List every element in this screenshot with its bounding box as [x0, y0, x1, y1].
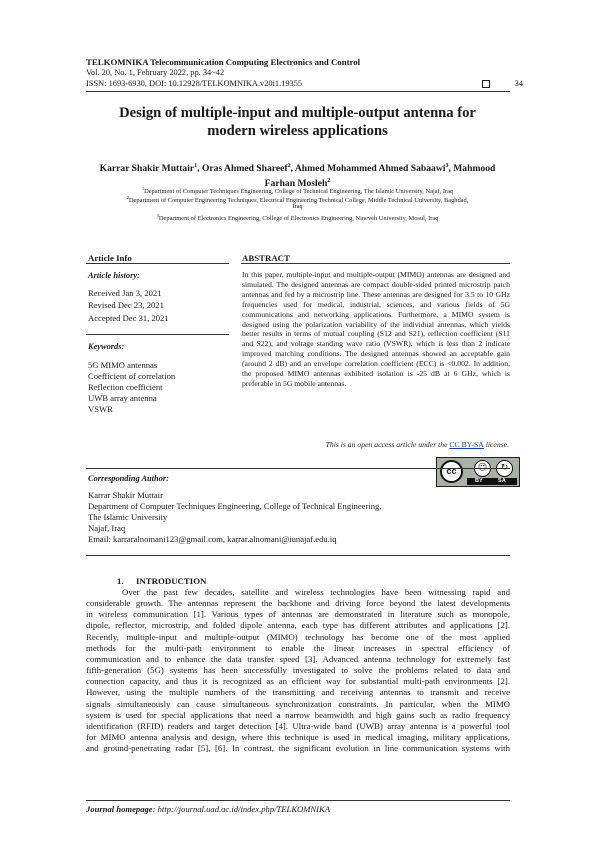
author-affiliation-mark: 3: [445, 163, 449, 169]
article-info-heading: Article Info: [88, 253, 132, 263]
corresponding-department: Department of Computer Techniques Engineering, College of Technical Engineering,: [88, 501, 382, 511]
license-text: This is an open access article under the: [325, 440, 450, 449]
author-name-part: Mahmood: [453, 163, 496, 175]
affiliation-mark: 3: [156, 213, 159, 218]
attribution-person-icon: ☺: [474, 460, 491, 477]
license-text-end: license.: [483, 440, 509, 449]
body-line: in wireless communication [1]. Various types of antennas are demonstrated in literature such as monopole,: [86, 609, 510, 620]
body-line: communication and to enhance the data transfer speed [3]. Advanced antenna technology for extremely fast: [86, 653, 510, 664]
body-line: Over the past few decades, satellite and wireless technologies have been witnessing rapid and: [122, 587, 510, 597]
revised-date: Revised Dec 23, 2021: [88, 300, 164, 310]
body-line: identification (RFID) readers and target detection [4]. Ultra-wide band (UWB) array antenna is a powerful tool: [86, 720, 510, 731]
body-line: for MIMO antenna analysis and design, where this technique is used in medical imaging, military applications,: [86, 732, 510, 743]
author-affiliation-mark: 1: [194, 163, 198, 169]
cc-by-sa-badge[interactable]: [436, 457, 520, 487]
author-name-part: Farhan Mosleh: [264, 178, 328, 190]
journal-homepage-url: : http://journal.uad.ac.id/index.php/TELKOMNIKA: [152, 804, 330, 814]
corresponding-city: Najaf, Iraq: [88, 523, 126, 533]
keywords-label: Keywords:: [88, 342, 125, 351]
abstract-heading: ABSTRACT: [242, 253, 290, 263]
body-line: system is used for special applications that need a narrow beamwidth and high gains such as radio frequency: [86, 709, 510, 720]
creative-commons-icon: cc: [440, 460, 463, 483]
section-heading: INTRODUCTION: [136, 576, 207, 586]
share-alike-icon: ↻: [496, 460, 513, 477]
affiliation-text: Department of Electronics Engineering, College of Electronics Engineering, Nineveh University, Mosul, Iraq: [158, 215, 439, 223]
paper-title-line-1: Design of multiple-input and multiple-output antenna for: [119, 105, 476, 121]
article-history-label: Article history:: [88, 271, 140, 280]
author-name: Oras Ahmed Shareef: [201, 163, 288, 175]
author-list: Karrar Shakir Muttair$^1$, Oras Ahmed Shareef$^2$, Ahmed Mohammed Ahmed Sabaawi$^3$, Mahmood Farhan Mosleh$^2$: [99, 163, 496, 190]
body-line: signals simultaneously can cause simultaneous synchronization constraints. In particular, when the MIMO: [86, 698, 510, 709]
keyword-item: Reflection coefficient: [88, 382, 163, 392]
body-line: considerable growth. The antennas represent the backbone and driving force beyond the latest developments: [86, 598, 510, 609]
abstract-body: In this paper, multiple-input and multiple-output (MIMO) antennas are designed and simulated. The designed antennas are compact double-sided printed microstrip patch antennas and fed by a microstrip line. These antennas are designed for 3.5 to 10 GHz frequencies used for medical, industrial, sciences, and various fields of 5G communications and networking applications. Furthermore, a MIMO system is designed using the polarization variability of the individual antennas, which yields better results in terms of mutual coupling (S12 and S21), reflection coefficient (S11 and S22), and voltage standing wave ratio (VSWR), which is less than 2 indicate improved matching conditions. The designed antennas showed an acceptable gain (around 2 dB) and an envelope correlation coefficient (ECC) is <0.002. In addition, the proposed MIMO antennas exhibited isolation is -25 dB at 6 GHz, which is preferable in 5G mobile antennas.: [242, 270, 510, 388]
corresponding-name: Karrar Shakir Muttair: [88, 490, 163, 500]
page-number: 34: [514, 79, 523, 88]
body-line: methods for the multi-path environment to enable the linear increases in spectral efficiency of: [86, 642, 510, 653]
square-bullet-icon: [482, 80, 490, 88]
cc-by-label: BY: [475, 478, 483, 484]
body-line: and ground-penetrating radar [5], [6]. In contrast, the significant evolution in line communication systems with: [86, 743, 510, 754]
paper-title-line-2: modern wireless applications: [207, 123, 388, 139]
keyword-item: 5G MIMO antennas: [88, 360, 158, 370]
received-date: Received Jan 3, 2021: [88, 288, 162, 298]
corresponding-top-rule: [86, 468, 510, 469]
license-statement: [326, 440, 509, 449]
body-line: fifth-generation (5G) systems has been successfully investigated to solve the problems related to data and: [86, 665, 510, 676]
accepted-date: Accepted Dec 31, 2021: [88, 313, 169, 323]
body-line: dipole, reflector, microstrip, and folded dipole antenna, each type has different attributes and applications [2].: [86, 620, 510, 631]
affiliation-text: Department of Computer Techniques Engineering, College of Technical Engineering, The Islamic University, Najaf, Iraq: [144, 188, 454, 196]
keyword-item: UWB array antenna: [88, 393, 157, 403]
journal-issn-doi: ISSN: 1693-6930, DOI: 10.12928/TELKOMNIKA.v20i1.19355: [86, 79, 303, 88]
cc-sa-label: SA: [498, 478, 506, 484]
keyword-list: [88, 360, 175, 415]
abstract-rule: [241, 263, 510, 264]
journal-volume: Vol. 20, No. 1, February 2022, pp. 34~42: [86, 68, 225, 77]
keyword-item: VSWR: [88, 404, 113, 414]
corresponding-university: The Islamic University: [88, 512, 168, 522]
corresponding-author-block: [88, 490, 381, 545]
journal-homepage[interactable]: [86, 804, 330, 814]
affiliation-text: Department of Computer Engineering Techniques, Electrical Engineering Technical College, Middle Technical University, Baghdad,: [128, 197, 469, 205]
corresponding-bottom-rule: [86, 555, 510, 556]
corresponding-email: Email: karraralnomani123@gmail.com, karrar.alnomani@iunajaf.edu.iq: [88, 534, 337, 544]
author-name: Karrar Shakir Muttair: [99, 163, 195, 175]
author-name: Ahmed Mohammed Ahmed Sabaawi: [294, 163, 446, 175]
affiliation-mark: 1: [141, 186, 145, 191]
affiliation-2-continued: Iraq: [292, 203, 303, 210]
license-link[interactable]: CC BY-SA: [449, 440, 484, 449]
article-info-rule: [86, 263, 229, 264]
affiliation-3: [86, 212, 509, 224]
affiliation-mark: 2: [126, 195, 129, 200]
body-line: However, using the multiple numbers of the transmitting and receiving antennas to transmit and receive: [86, 687, 510, 698]
journal-name: TELKOMNIKA Telecommunication Computing Electronics and Control: [86, 57, 361, 67]
author-affiliation-mark: 2: [287, 163, 291, 169]
section-number: 1.: [117, 576, 124, 586]
footer-rule: [86, 800, 510, 801]
paper-title: [86, 104, 509, 140]
header-rule: [86, 91, 510, 92]
cc-label-bar: [467, 478, 517, 485]
body-line: Recently, multiple-input and multiple-output (MIMO) technology has become one of the most applied: [86, 631, 510, 642]
corresponding-author-label: Corresponding Author:: [88, 474, 169, 483]
keyword-item: Coefficient of correlation: [88, 371, 176, 381]
author-affiliation-mark: 2: [327, 178, 331, 185]
body-line: connection capacity, and thus it is recognized as an efficient way for substantial multi-path environments [2].: [86, 676, 510, 687]
keywords-rule: [86, 334, 229, 335]
journal-homepage-label: Journal homepage: [86, 804, 153, 814]
introduction-body: [86, 587, 510, 754]
